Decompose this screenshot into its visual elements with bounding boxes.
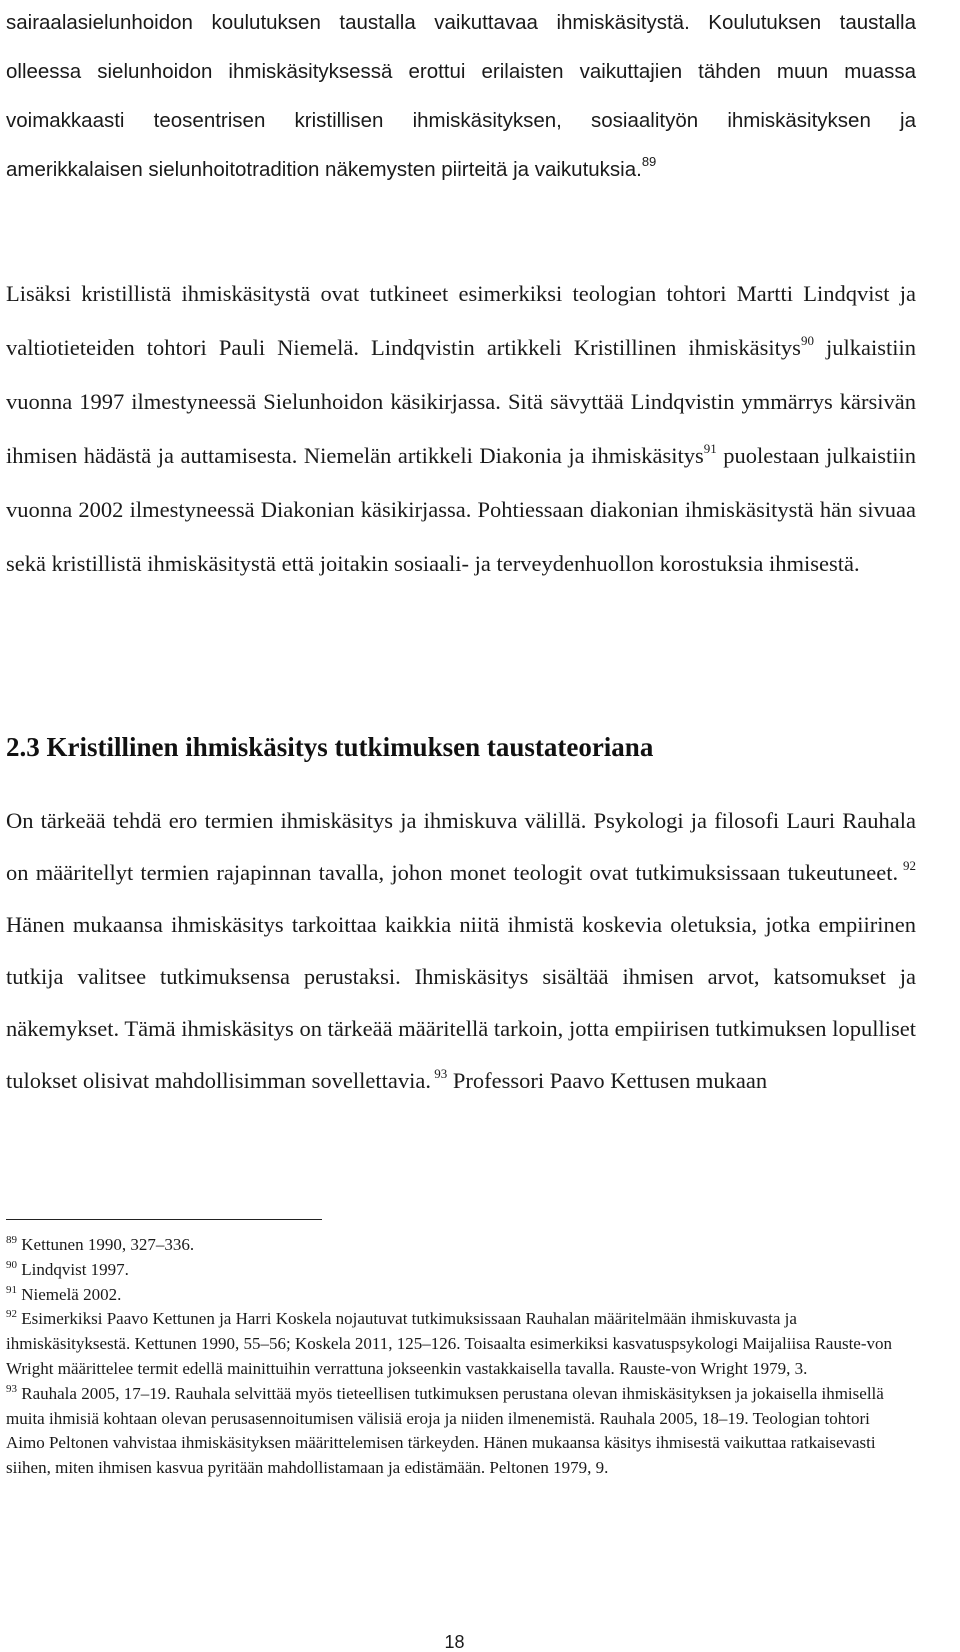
paragraph-3-text-3: Professori Paavo Kettusen mukaan [447,1068,768,1093]
footnote-ref-92[interactable]: 92 [898,858,917,873]
footnote-90 [6,1258,906,1283]
paragraph-3-text-1: On tärkeää tehdä ero termien ihmiskäsitys ja ihmiskuva välillä. Psykologi ja filosofi Lauri Rauhala on määritellyt termien rajapinnan tavalla, johon monet teologit ovat tutkimuksissaan tukeutuneet. [6,808,916,885]
footnote-number: 91 [6,1283,17,1296]
body-paragraph-3 [6,795,916,1107]
footnote-ref-89[interactable]: 89 [641,154,657,169]
footnote-ref-91[interactable]: 91 [703,441,717,456]
footnote-ref-93[interactable]: 93 [430,1066,448,1081]
paragraph-2-text-3: puolestaan julkaistiin vuonna 2002 ilmestyneessä Diakonian käsikirjassa. Pohtiessaan diakonian ihmiskäsitystä hän sivuaa sekä kristillistä ihmiskäsitystä että joitakin sosiaali- ja terveydenhuollon korostuksia ihmisestä. [6,443,917,576]
footnote-separator [6,1219,322,1220]
footnotes [6,1233,906,1481]
footnote-text: Niemelä 2002. [21,1284,122,1304]
paragraph-2-text-1: Lisäksi kristillistä ihmiskäsitystä ovat tutkineet esimerkiksi teologian tohtori Martti Lindqvist ja valtiotieteiden tohtori Pauli Niemelä. Lindqvistin artikkeli Kristillinen ihmiskäsitys [6,281,916,360]
footnote-text: Kettunen 1990, 327–336. [21,1235,195,1254]
footnote-text: Rauhala 2005, 17–19. Rauhala selvittää myös tieteellisen tutkimuksen perustana olevan ihmiskäsityksen ja jokaisella ihmisellä muita ihmisiä kohtaan olevan perusasennoitumisen välisiä eroja ja niiden ilmenemistä. Rauhala 2005, 18–19. Teologian tohtori Aimo Peltonen vahvistaa ihmiskäsityksen määrittelemisen tärkeyden. Hänen mukaansa käsitys ihmisestä vaikuttaa ratkaisevasti siihen, miten ihmisen kasvua pyritään mahdollistamaan ja edistämään. Peltonen 1979, 9. [6,1383,884,1478]
footnote-number: 93 [6,1382,17,1395]
paragraph-2-text-2: julkaistiin vuonna 1997 ilmestyneessä Sielunhoidon käsikirjassa. Sitä sävyttää Lindqvistin ymmärrys kärsivän ihmisen hädästä ja auttamisesta. Niemelän artikkeli Diakonia ja ihmiskäsitys [6,335,916,468]
paragraph-3-text-2: Hänen mukaansa ihmiskäsitys tarkoittaa kaikkia niitä ihmistä koskevia oletuksia, jotka empiirinen tutkija valitsee tutkimuksensa perustaksi. Ihmiskäsitys sisältää ihmisen arvot, katsomukset ja näkemykset. Tämä ihmiskäsitys on tärkeää määritellä tarkoin, jotta empiirisen tutkimuksen lopulliset tulokset olisivat mahdollisimman sovellettavia. [6,912,916,1093]
footnote-number: 92 [6,1308,17,1321]
paragraph-1-text: sairaalasielunhoidon koulutuksen taustalla vaikuttavaa ihmiskäsitystä. Koulutuksen taustalla olleessa sielunhoidon ihmiskäsityksessä erottui erilaisten vaikuttajien tähden muun muassa voimakkaasti teosentrisen kristillisen ihmiskäsityksen, sosiaalityön ihmiskäsityksen ja amerikkalaisen sielunhoitotradition näkemysten piirteitä ja vaikutuksia. [6,11,916,181]
page-number: 18 [444,1632,465,1652]
footnote-text: Lindqvist 1997. [21,1259,129,1279]
footnote-ref-90[interactable]: 90 [800,333,814,348]
section-heading: 2.3 Kristillinen ihmiskäsitys tutkimuksen taustateoriana [6,732,654,762]
footnote-91 [6,1283,906,1308]
footnote-93 [6,1382,906,1481]
footnote-number: 89 [6,1234,17,1246]
footnote-number: 90 [6,1258,17,1271]
body-paragraph-1 [6,0,916,194]
footnote-89 [6,1233,906,1258]
footnote-92 [6,1307,906,1381]
footnote-text: Esimerkiksi Paavo Kettunen ja Harri Koskela nojautuvat tutkimuksissaan Rauhalan määritelmään ihmiskuvasta ja ihmiskäsityksestä. Kettunen 1990, 55–56; Koskela 2011, 125–126. Toisaalta esimerkiksi kasvatuspsykologi Maijaliisa Rauste-von Wright määrittelee termit edellä mainittuihin verrattuna jokseenkin vastakkaisella tavalla. Rauste-von Wright 1979, 3. [6,1309,893,1378]
body-paragraph-2 [6,267,916,591]
